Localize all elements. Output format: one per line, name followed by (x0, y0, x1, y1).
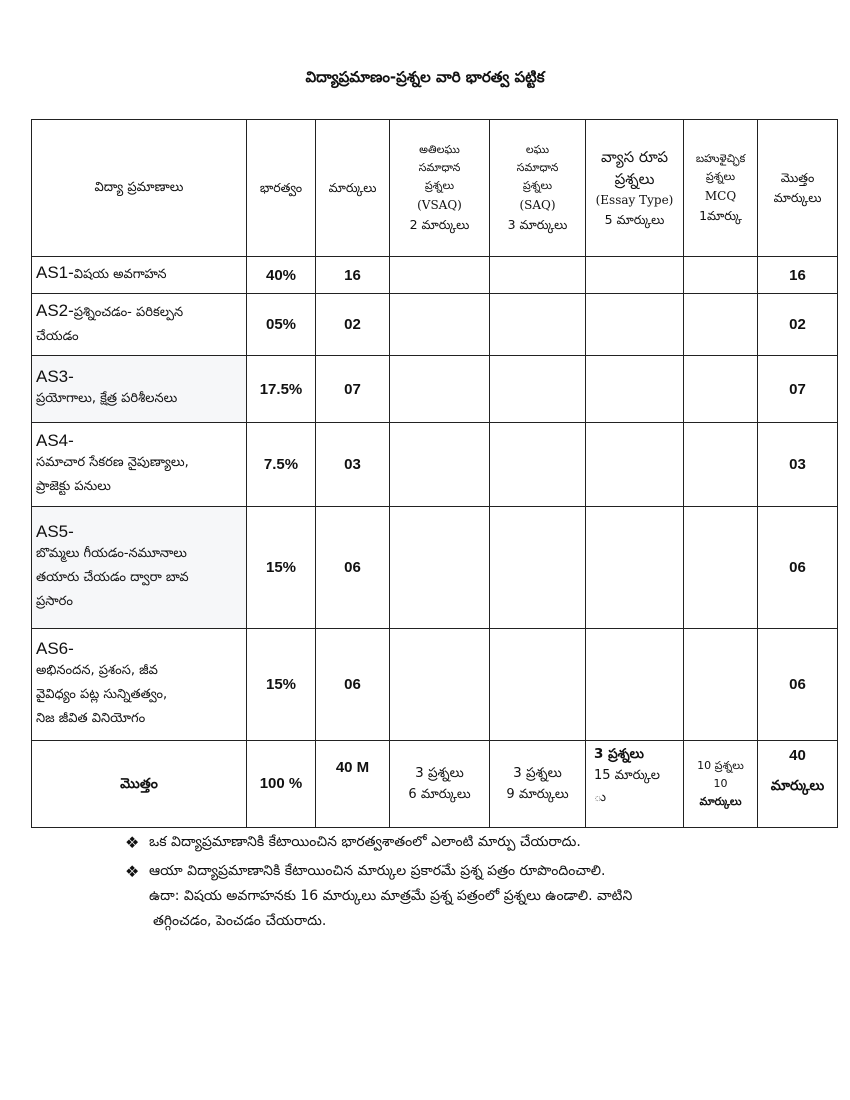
essay-cell (586, 257, 684, 294)
standard-cell (32, 257, 247, 294)
vsaq-cell (390, 356, 490, 423)
header-vsaq (390, 120, 490, 257)
header-text: 1మార్కు (699, 208, 742, 223)
header-mcq (684, 120, 758, 257)
standard-code: AS2- (36, 300, 74, 320)
weight-cell: 17.5% (247, 356, 316, 423)
header-standards: విద్యా ప్రమాణాలు (32, 120, 247, 257)
totals-text: 3 ప్రశ్నలు (415, 765, 464, 781)
header-text: (VSAQ) (417, 198, 462, 212)
marks-cell: 16 (316, 257, 390, 294)
header-text: 2 మార్కులు (409, 217, 470, 232)
standard-code: AS3- (36, 367, 74, 386)
header-text: MCQ (704, 189, 737, 203)
note-text: ఒక విద్యాప్రమాణానికి కేటాయించిన భారత్వశాతంలో ఎలాంటి మార్పు చేయరాదు. (149, 834, 581, 850)
header-text: ప్రశ్నలు (705, 170, 736, 183)
vsaq-cell (390, 294, 490, 356)
table-row (32, 423, 838, 507)
totals-text: 10 ప్రశ్నలు (697, 759, 744, 772)
totals-mcq (684, 741, 758, 828)
notes (125, 830, 825, 938)
standard-cell (32, 629, 247, 741)
header-text: సమాధాన (418, 161, 461, 174)
table-row (32, 356, 838, 423)
weight-cell: 05% (247, 294, 316, 356)
standard-desc: చేయడం (36, 328, 79, 344)
marks-cell: 06 (316, 507, 390, 629)
table-row (32, 257, 838, 294)
standard-desc: ప్రాజెక్టు పనులు (36, 478, 111, 494)
standard-code: AS5- (36, 521, 74, 541)
header-text: బహుళైచ్ఛిక (695, 152, 746, 165)
totals-vsaq (390, 741, 490, 828)
totals-text: 10 (713, 777, 728, 790)
totals-row (32, 741, 838, 828)
mcq-cell (684, 257, 758, 294)
saq-cell (490, 356, 586, 423)
vsaq-cell (390, 423, 490, 507)
standard-cell (32, 423, 247, 507)
note-item (125, 859, 825, 934)
mcq-cell (684, 629, 758, 741)
standard-code: AS4- (36, 430, 74, 450)
weight-cell: 15% (247, 629, 316, 741)
totals-text: 3 ప్రశ్నలు (594, 746, 644, 762)
marks-cell: 06 (316, 629, 390, 741)
totals-text: 15 మార్కుల (594, 768, 660, 783)
totals-text: మార్కులు (699, 795, 742, 808)
standard-code: AS1- (36, 263, 74, 282)
header-marks: మార్కులు (316, 120, 390, 257)
mcq-cell (684, 356, 758, 423)
header-text: మార్కులు (773, 190, 822, 205)
header-weightage: భారత్వం (247, 120, 316, 257)
essay-cell (586, 356, 684, 423)
header-text: అతిలఘు (419, 143, 460, 156)
total-cell: 07 (758, 356, 838, 423)
weight-cell: 15% (247, 507, 316, 629)
saq-cell (490, 257, 586, 294)
totals-text: 40 (789, 747, 806, 764)
header-text: 3 మార్కులు (507, 217, 568, 232)
table-row (32, 629, 838, 741)
header-text: వ్యాస రూప (600, 148, 668, 166)
note-text: ఆయా విద్యాప్రమాణానికి కేటాయించిన మార్కుల ప్రకారమే ప్రశ్న పత్రం రూపొందించాలి. (149, 863, 606, 879)
diamond-bullet-icon: ❖ (125, 862, 140, 881)
header-text: ప్రశ్నలు (522, 179, 553, 192)
total-cell: 06 (758, 507, 838, 629)
vsaq-cell (390, 629, 490, 741)
header-essay (586, 120, 684, 257)
totals-weight: 100 % (247, 741, 316, 828)
header-text: మొత్తం (780, 170, 815, 185)
essay-cell (586, 294, 684, 356)
mcq-cell (684, 294, 758, 356)
totals-label: మొత్తం (32, 741, 247, 828)
standard-desc: విషయ అవగాహన (73, 267, 167, 282)
marks-cell: 02 (316, 294, 390, 356)
saq-cell (490, 423, 586, 507)
note-text: ఉదా: విషయ అవగాహనకు 16 మార్కులు మాత్రమే ప్రశ్న పత్రంలో ప్రశ్నలు ఉండాలి. వాటిని (149, 888, 633, 904)
mcq-cell (684, 423, 758, 507)
weight-cell: 40% (247, 257, 316, 294)
header-text: లఘు (525, 143, 550, 156)
header-text: ప్రశ్నలు (614, 170, 655, 188)
table-row (32, 507, 838, 629)
essay-cell (586, 629, 684, 741)
standard-desc: ప్రశ్నించడం- పరికల్పన (73, 304, 184, 320)
vsaq-cell (390, 507, 490, 629)
totals-text: 6 మార్కులు (408, 787, 471, 802)
page-title: విద్యాప్రమాణం-ప్రశ్నల వారి భారత్వ పట్టిక (305, 68, 545, 86)
mcq-cell (684, 507, 758, 629)
header-text: 5 మార్కులు (604, 212, 665, 227)
standard-desc: అభినందన, ప్రశంస, జీవ (36, 662, 158, 678)
standard-desc: ప్రయోగాలు, క్షేత్ర పరిశీలనలు (36, 391, 178, 406)
total-cell: 03 (758, 423, 838, 507)
essay-cell (586, 507, 684, 629)
vsaq-cell (390, 257, 490, 294)
standard-desc: వైవిధ్యం పట్ల సున్నితత్వం, (36, 686, 168, 702)
standard-code: AS6- (36, 638, 74, 658)
header-text: (SAQ) (519, 198, 556, 212)
standard-desc: నిజ జీవిత వినియోగం (36, 710, 146, 726)
note-item (125, 830, 825, 855)
standard-cell (32, 507, 247, 629)
total-cell: 06 (758, 629, 838, 741)
standard-desc: సమాచార సేకరణ నైపుణ్యాలు, (36, 454, 189, 470)
essay-cell (586, 423, 684, 507)
standard-desc: ప్రసారం (36, 593, 73, 609)
note-text: తగ్గించడం, పెంచడం చేయరాదు. (153, 913, 327, 929)
standard-desc: బొమ్మలు గీయడం-నమూనాలు (36, 545, 187, 561)
header-text: (Essay Type) (595, 193, 674, 207)
totals-text: 9 మార్కులు (506, 787, 569, 802)
totals-text: ు (594, 790, 607, 805)
totals-marks: 40 M (316, 741, 390, 828)
marks-cell: 07 (316, 356, 390, 423)
saq-cell (490, 507, 586, 629)
totals-text: 3 ప్రశ్నలు (513, 765, 562, 781)
diamond-bullet-icon: ❖ (125, 833, 140, 852)
header-text: ప్రశ్నలు (424, 179, 455, 192)
totals-text: మార్కులు (770, 778, 825, 794)
standard-desc: తయారు చేయడం ద్వారా బావ (36, 569, 189, 585)
header-saq (490, 120, 586, 257)
total-cell: 02 (758, 294, 838, 356)
weightage-table (31, 119, 838, 828)
header-total (758, 120, 838, 257)
marks-cell: 03 (316, 423, 390, 507)
saq-cell (490, 294, 586, 356)
totals-total (758, 741, 838, 828)
header-row (32, 120, 838, 257)
saq-cell (490, 629, 586, 741)
header-text: సమాధాన (516, 161, 559, 174)
standard-cell (32, 356, 247, 423)
standard-cell (32, 294, 247, 356)
weight-cell: 7.5% (247, 423, 316, 507)
total-cell: 16 (758, 257, 838, 294)
totals-essay (586, 741, 684, 828)
table-row (32, 294, 838, 356)
totals-saq (490, 741, 586, 828)
